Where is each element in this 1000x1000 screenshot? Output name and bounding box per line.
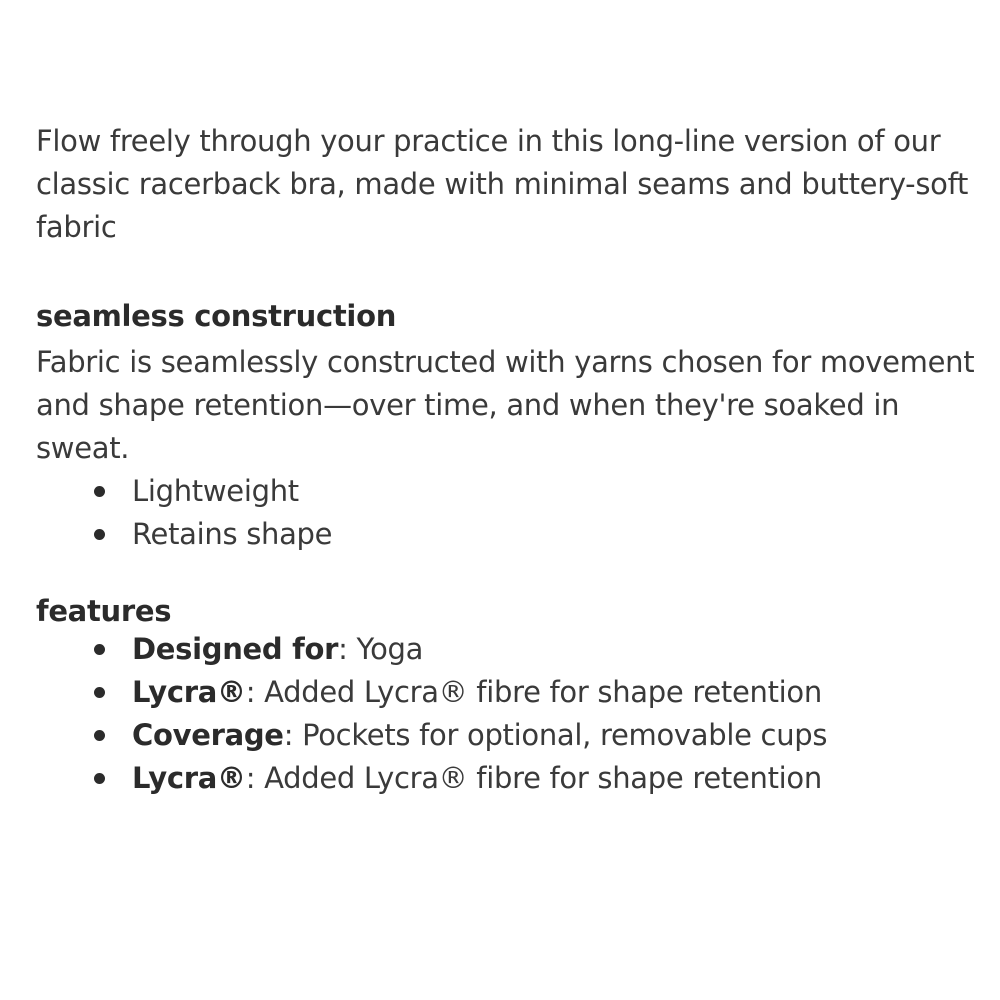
list-item: Retains shape [36, 513, 976, 556]
feature-text: : Yoga [338, 632, 424, 666]
features-list [36, 628, 976, 800]
feature-text: : Added Lycra® fibre for shape retention [245, 761, 822, 795]
feature-text: : Added Lycra® fibre for shape retention [245, 675, 822, 709]
feature-item [36, 628, 976, 671]
feature-item [36, 714, 976, 757]
feature-label: Lycra® [132, 761, 246, 795]
feature-text: : Pockets for optional, removable cups [283, 718, 828, 752]
feature-item [36, 757, 976, 800]
seamless-construction-paragraph: Fabric is seamlessly constructed with yarns chosen for movement and shape retention—over time, and when they're soaked in sweat. [36, 345, 975, 465]
intro-paragraph: Flow freely through your practice in this long-line version of our classic racerback bra, made with minimal seams and buttery-soft fabric [36, 124, 969, 244]
list-item: Lightweight [36, 470, 976, 513]
product-description [36, 120, 976, 800]
seamless-construction-heading: seamless construction [36, 299, 397, 333]
feature-label: Designed for [132, 632, 339, 666]
feature-label: Coverage [132, 718, 284, 752]
features-heading: features [36, 594, 172, 628]
feature-item [36, 671, 976, 714]
seamless-bullet-list [36, 470, 976, 556]
feature-label: Lycra® [132, 675, 246, 709]
